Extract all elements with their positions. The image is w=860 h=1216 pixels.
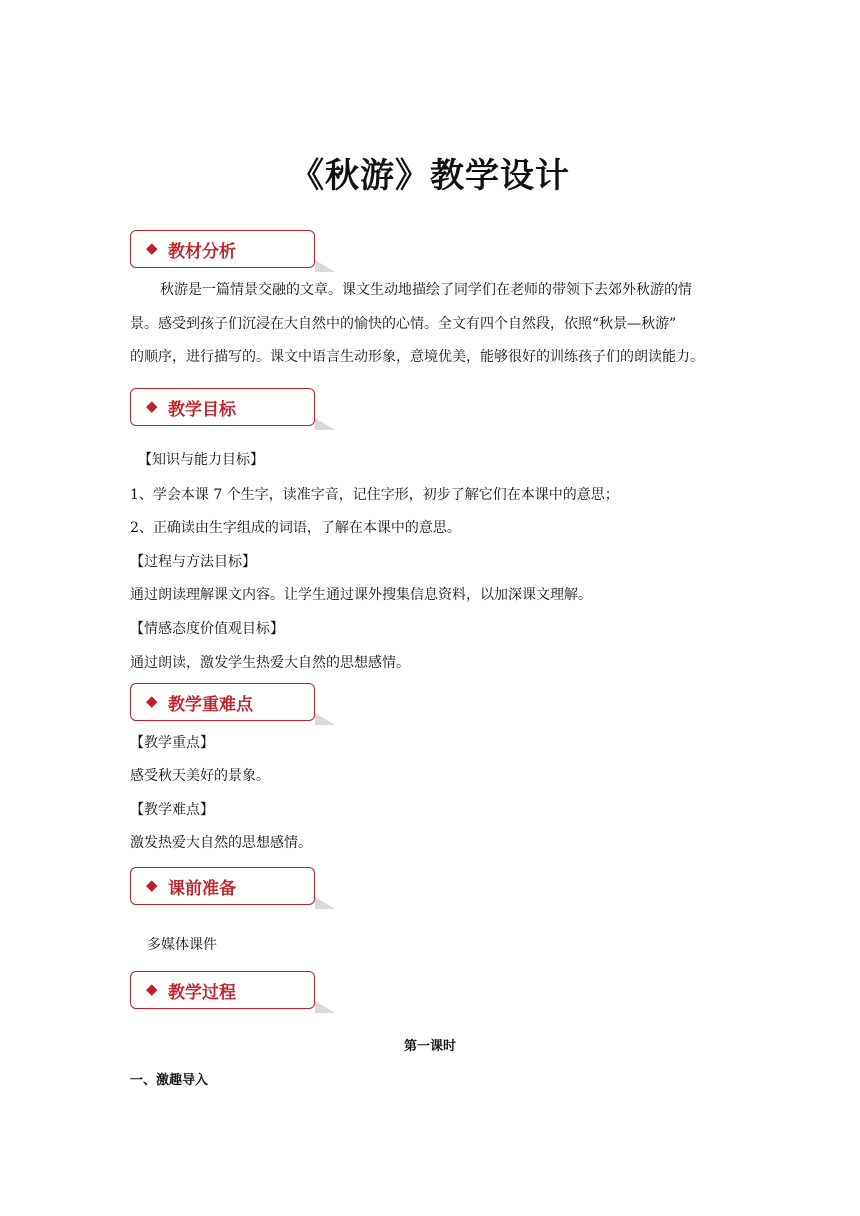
section-header-goals (130, 388, 335, 430)
section-header-preparation (130, 867, 335, 909)
diamond-bullet-icon: ◆ (146, 397, 158, 415)
difficult-point-heading: 【教学难点】 (130, 802, 214, 818)
process-goal-text: 通过朗读理解课文内容。让学生通过课外搜集信息资料，以加深课文理解。 (130, 587, 592, 603)
emotion-goal-heading: 【情感态度价值观目标】 (130, 621, 284, 637)
section-header-process (130, 971, 335, 1013)
document-title: 《秋游》教学设计 (290, 156, 570, 196)
emotion-goal-text: 通过朗读，激发学生热爱大自然的思想感情。 (130, 655, 410, 671)
difficult-point-text: 激发热爱大自然的思想感情。 (130, 835, 312, 851)
knowledge-goal-2: 2、正确读由生字组成的词语，了解在本课中的意思。 (130, 520, 461, 536)
diamond-bullet-icon: ◆ (146, 980, 158, 998)
analysis-line-1: 秋游是一篇情景交融的文章。课文生动地描绘了同学们在老师的带领下去郊外秋游的情 (160, 282, 692, 298)
knowledge-goal-1: 1、学会本课 7 个生字，读准字音，记住字形，初步了解它们在本课中的意思； (130, 487, 619, 503)
process-step-1: 一、激趣导入 (130, 1073, 209, 1088)
knowledge-goal-heading: 【知识与能力目标】 (138, 452, 264, 468)
section-header-key-points (130, 683, 335, 725)
section-label: 教学过程 (168, 983, 236, 1003)
analysis-line-2: 景。感受到孩子们沉浸在大自然中的愉快的心情。全文有四个自然段，依照“秋景—秋游” (130, 316, 677, 332)
section-label: 教学目标 (168, 400, 236, 420)
section-label: 教材分析 (168, 242, 236, 262)
section-header-analysis (130, 230, 335, 272)
section-label: 教学重难点 (168, 695, 253, 715)
diamond-bullet-icon: ◆ (146, 239, 158, 257)
key-point-heading: 【教学重点】 (130, 735, 214, 751)
diamond-bullet-icon: ◆ (146, 692, 158, 710)
lesson-period-heading: 第一课时 (403, 1039, 456, 1054)
process-goal-heading: 【过程与方法目标】 (130, 554, 256, 570)
preparation-text: 多媒体课件 (147, 937, 217, 953)
diamond-bullet-icon: ◆ (146, 876, 158, 894)
section-label: 课前准备 (168, 879, 236, 899)
analysis-line-3: 的顺序，进行描写的。课文中语言生动形象，意境优美，能够很好的训练孩子们的朗读能力。 (130, 349, 704, 365)
key-point-text: 感受秋天美好的景象。 (130, 768, 270, 784)
